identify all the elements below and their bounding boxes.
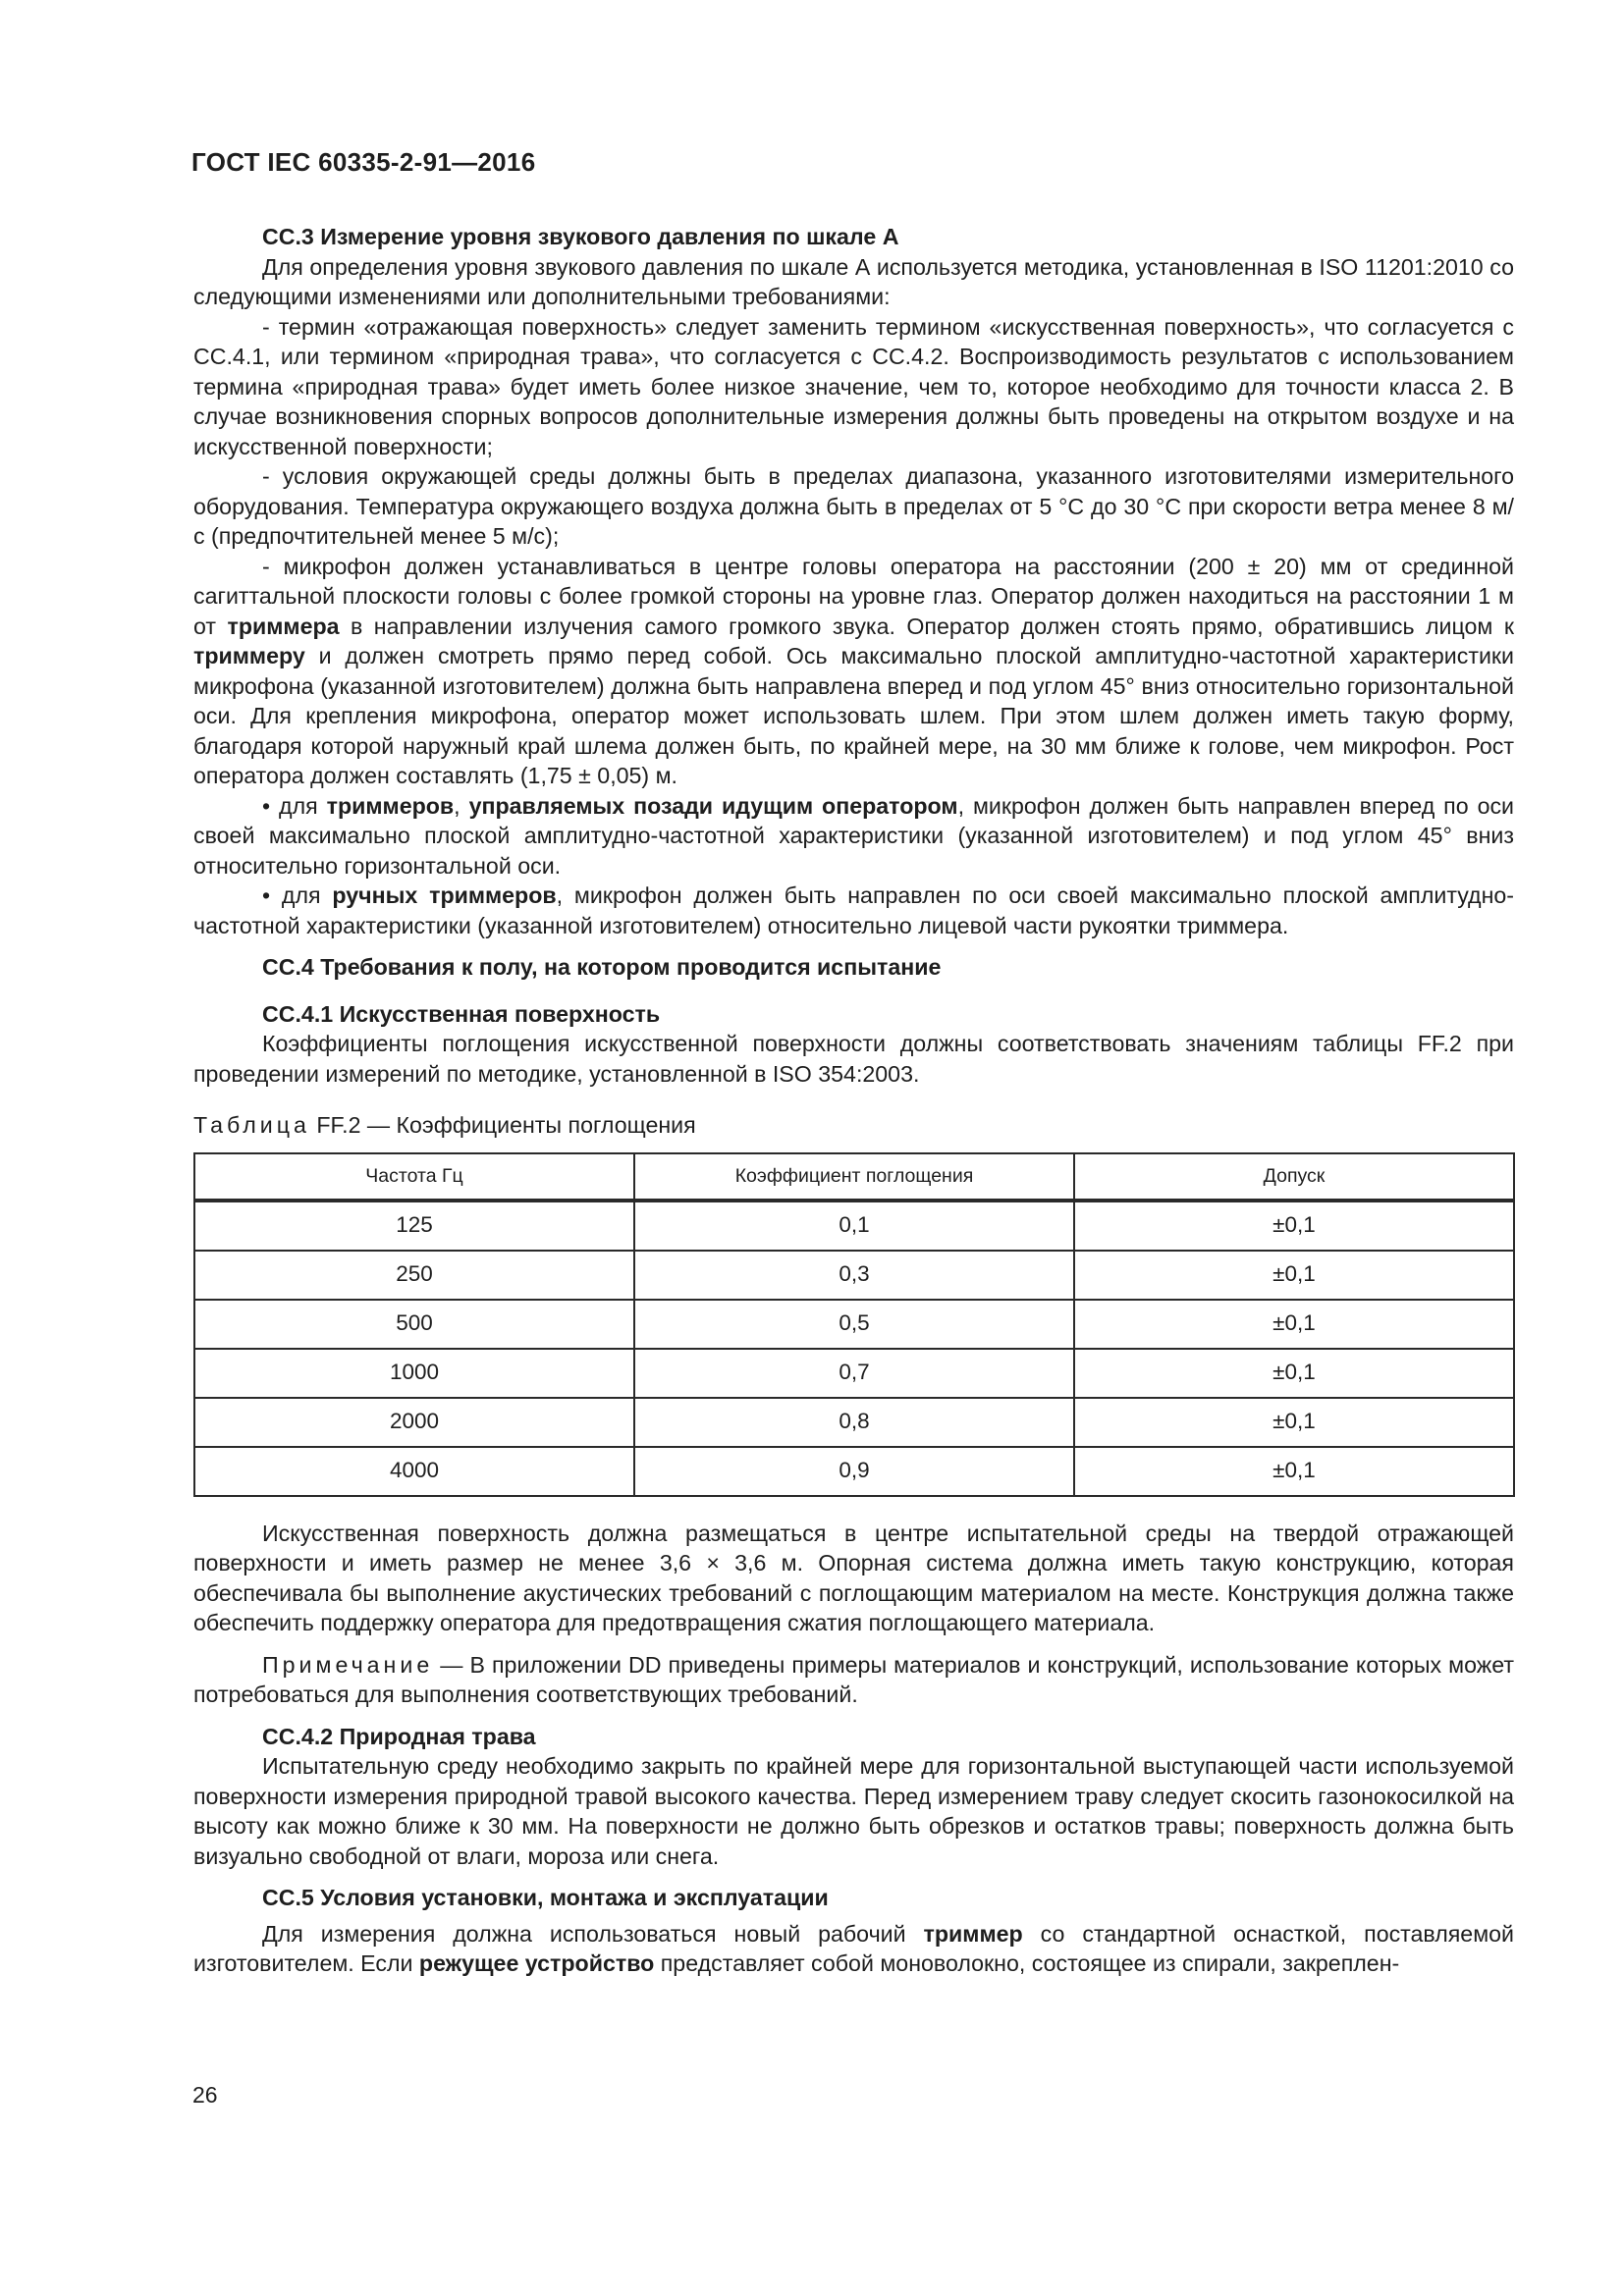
section-heading-cc5: СС.5 Условия установки, монтажа и эксплуатации — [262, 1885, 829, 1910]
table-cell: 0,5 — [634, 1300, 1074, 1349]
column-header-frequency: Частота Гц — [194, 1153, 634, 1201]
page-number: 26 — [192, 2082, 218, 2108]
note-label: Примечание — [262, 1651, 434, 1678]
table-row — [194, 1447, 1514, 1496]
table-cell: 250 — [194, 1251, 634, 1300]
note-text: — В приложении DD приведены примеры материалов и конструкций, использование которых может потребоваться для выполнения соответствующих требований. — [193, 1651, 1514, 1707]
bold-term: триммера — [227, 613, 340, 639]
table-caption-text: FF.2 — Коэффициенты поглощения — [309, 1112, 696, 1138]
text-run: со стандартной оснасткой, поставляемой изготовителем. Если — [193, 1920, 1514, 1976]
text-run: Для измерения должна использоваться новый рабочий — [262, 1920, 924, 1947]
bold-term: режущее устройство — [418, 1950, 655, 1976]
absorption-table — [193, 1152, 1515, 1497]
paragraph-cc3-item3 — [193, 552, 1514, 791]
table-cell: ±0,1 — [1074, 1300, 1514, 1349]
paragraph-cc3-bullet2 — [193, 881, 1514, 940]
table-row — [194, 1300, 1514, 1349]
section-heading-cc41: СС.4.1 Искусственная поверхность — [262, 1000, 661, 1027]
bold-term: триммеру — [193, 643, 305, 668]
paragraph-cc3-intro: Для определения уровня звукового давления по шкале А используется методика, установленная в ISO 11201:2010 со следующими изменениями или дополнительными требованиями: — [193, 253, 1514, 309]
bold-term: управляемых позади идущим оператором — [468, 792, 958, 819]
text-run: , микрофон должен быть направлен вперед по оси своей максимально плоской амплитудно-частотной характеристики (указанной изготовителем) и под углом 45° вниз относительно горизонтальной оси. — [193, 792, 1515, 879]
paragraph-cc41: Коэффициенты поглощения искусственной поверхности должны соответствовать значениям таблицы FF.2 при проведении измерений по методике, установленной в ISO 354:2003. — [193, 1031, 1514, 1087]
column-header-tolerance: Допуск — [1074, 1153, 1514, 1201]
bold-term: ручных триммеров — [332, 882, 557, 908]
text-run: в направлении излучения самого громкого звука. Оператор должен стоять прямо, обратившись лицом к — [339, 613, 1514, 639]
table-row — [194, 1201, 1514, 1251]
paragraph-cc41-after-table: Искусственная поверхность должна размещаться в центре испытательной среды на твердой отражающей поверхности и иметь размер не менее 3,6 × 3,6 м. Опорная система должна иметь такую конструкцию, которая обеспечивала бы выполнение акустических требований с поглощающим материалом на месте. Конструкция должна также обеспечить поддержку оператора для предотвращения сжатия поглощающего материала. — [193, 1520, 1514, 1635]
table-row — [194, 1349, 1514, 1398]
paragraph-cc3-item2: - условия окружающей среды должны быть в пределах диапазона, указанного изготовителями измерительного оборудования. Температура окружающего воздуха должна быть в пределах от 5 °С до 30 °С при скорости ветра менее 8 м/с (предпочтительней менее 5 м/с); — [193, 463, 1514, 549]
section-heading-cc4: СС.4 Требования к полу, на котором проводится испытание — [262, 954, 942, 980]
table-caption — [193, 1110, 1514, 1141]
paragraph-cc42: Испытательную среду необходимо закрыть по крайней мере для горизонтальной выступающей части используемой поверхности измерения природной травой высокого качества. Перед измерением траву следует скосить газонокосилкой на высоту как можно ближе к 30 мм. На поверхности не должно быть обрезков и остатков травы; поверхность должна быть визуально свободной от влаги, мороза или снега. — [193, 1753, 1514, 1869]
table-cell: ±0,1 — [1074, 1349, 1514, 1398]
table-cell: ±0,1 — [1074, 1398, 1514, 1447]
paragraph-cc5 — [193, 1919, 1514, 1979]
table-cell: 0,3 — [634, 1251, 1074, 1300]
table-cell: 0,1 — [634, 1201, 1074, 1251]
text-run: • для — [262, 792, 327, 819]
note-paragraph — [193, 1650, 1514, 1710]
table-row — [194, 1251, 1514, 1300]
text-run: представляет собой моноволокно, состоящее из спирали, закреплен- — [654, 1950, 1400, 1976]
table-caption-label: Таблица — [193, 1112, 310, 1138]
table-cell: 0,7 — [634, 1349, 1074, 1398]
bold-term: триммер — [923, 1920, 1023, 1947]
table-cell: 2000 — [194, 1398, 634, 1447]
table-cell: ±0,1 — [1074, 1251, 1514, 1300]
section-heading-cc3: СС.3 Измерение уровня звукового давления по шкале А — [262, 224, 899, 249]
table-cell: 4000 — [194, 1447, 634, 1496]
text-run: , — [454, 792, 469, 819]
table-header-row — [194, 1153, 1514, 1201]
text-run: • для — [262, 882, 333, 908]
table-cell: 500 — [194, 1300, 634, 1349]
text-run: , микрофон должен быть направлен по оси своей максимально плоской амплитудно-частотной характеристики (указанной изготовителем) относительно лицевой части рукоятки триммера. — [193, 882, 1515, 938]
table-cell: 0,9 — [634, 1447, 1074, 1496]
column-header-coefficient: Коэффициент поглощения — [634, 1153, 1074, 1201]
table-cell: ±0,1 — [1074, 1447, 1514, 1496]
table-row — [194, 1398, 1514, 1447]
document-body — [193, 222, 1514, 1979]
section-heading-cc42: СС.4.2 Природная трава — [262, 1723, 536, 1749]
table-cell: 0,8 — [634, 1398, 1074, 1447]
table-cell: 1000 — [194, 1349, 634, 1398]
bold-term: триммеров — [326, 792, 455, 819]
document-header: ГОСТ IEC 60335-2-91—2016 — [191, 147, 536, 177]
table-cell: ±0,1 — [1074, 1201, 1514, 1251]
text-run: и должен смотреть прямо перед собой. Ось максимально плоской амплитудно-частотной характеристики микрофона (указанной изготовителем) должна быть направлена вперед и под углом 45° вниз относительно горизонтальной оси. Для крепления микрофона, оператор может использовать шлем. При этом шлем должен иметь такую форму, благодаря которой наружный край шлема должен быть, по крайней мере, на 30 мм ближе к голове, чем микрофон. Рост оператора должен составлять (1,75 ± 0,05) м. — [193, 643, 1514, 788]
text-run: - микрофон должен устанавливаться в центре головы оператора на расстоянии (200 ± 20) мм от срединной сагиттальной плоскости головы с более громкой стороны на уровне глаз. Оператор должен находиться на расстоянии 1 м от — [193, 553, 1514, 639]
paragraph-cc3-bullet1 — [193, 791, 1514, 881]
paragraph-cc3-item1: - термин «отражающая поверхность» следует заменить термином «искусственная поверхность», что согласуется с СС.4.1, или термином «природная трава», что согласуется с СС.4.2. Воспроизводимость результатов с использованием термина «природная трава» будет иметь более низкое значение, чем то, которое необходимо для точности класса 2. В случае возникновения спорных вопросов дополнительные измерения должны быть проведены на открытом воздухе и на искусственной поверхности; — [193, 313, 1514, 459]
table-cell: 125 — [194, 1201, 634, 1251]
